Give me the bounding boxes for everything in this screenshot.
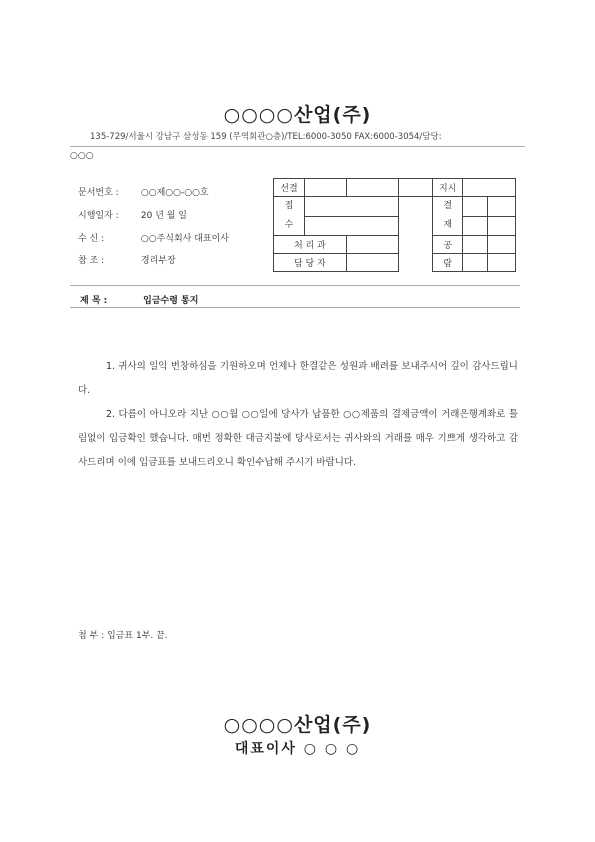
subject-value: 입금수령 통지 [143,296,199,306]
recipient-row [78,231,229,244]
review-cell: 공 [433,236,463,254]
company-title: ○○○○산업(주) [223,104,372,126]
doc-number-row [78,185,209,198]
pre-decision-cell: 선결 [274,179,305,197]
doc-number-value: ○○제○○-○○호 [140,188,209,198]
decision-blank [488,197,516,217]
attachment-row [78,628,168,641]
pre-decision-blank [346,179,399,197]
recipient-value: ○○주식회사 대표이사 [140,234,229,244]
date-row [78,208,187,221]
subject-row [80,293,198,306]
decision-label-2: 재 [443,220,453,230]
decision-cell [433,197,463,236]
body-paragraph-1: 1. 귀사의 일익 번창하심을 기원하오며 언제나 한결같은 성원과 배려를 보내주시어 깊이 감사드립니다. [78,361,518,396]
review-blank [488,236,516,254]
decision-blank [488,216,516,236]
blank-cell [399,179,433,197]
processing-dept-cell: 처 리 과 [274,236,347,254]
footer-ceo-signature: 대표이사 ○ ○ ○ [234,741,361,757]
receipt-label-2: 수 [284,220,294,230]
review-blank [463,236,488,254]
approval-table [273,178,516,272]
attachment-value: 입금표 1부. 끝. [107,631,168,641]
company-address-continued: ○○○ [70,151,94,161]
decision-label-1: 결 [443,201,453,211]
recipient-label: 수 신 : [78,234,105,244]
subject-top-divider [70,285,520,286]
receipt-blank [304,216,399,236]
footer-company-name: ○○○○산업(주) [223,714,372,736]
person-in-charge-blank [346,254,399,272]
blank-cell [399,197,433,272]
review-blank [463,254,488,272]
subject-label: 제 목 : [80,296,108,306]
instruction-blank [463,179,516,197]
receipt-cell [274,197,305,236]
subject-bottom-divider [70,307,520,308]
reference-row [78,253,176,266]
reference-label: 참 조 : [78,256,105,266]
pre-decision-blank [304,179,346,197]
attachment-label: 첨 부 : [78,631,105,641]
review-cell-2: 람 [433,254,463,272]
receipt-blank [304,197,399,217]
body-paragraph-2: 2. 다름이 아니오라 지난 ○○월 ○○일에 당사가 납품한 ○○제품의 결제금액이 거래은행계좌로 틀림없이 입금확인 했습니다. 매번 정확한 대금지불에 당사로서는 귀사와의 거래를 매우 기쁘게 생각하고 감사드리며 이에 입금표를 보내드리오니 확인수납해 주시기 바랍니다. [78,409,518,468]
decision-blank [463,216,488,236]
date-value: 20 년 월 일 [140,211,187,221]
person-in-charge-cell: 담 당 자 [274,254,347,272]
instruction-cell: 지시 [433,179,463,197]
receipt-label-1: 접 [284,201,294,211]
date-label: 시행일자 : [78,211,119,221]
processing-dept-blank [346,236,399,254]
doc-number-label: 문서번호 : [78,188,119,198]
header-divider [70,146,525,147]
reference-value: 경리부장 [140,256,176,266]
company-address: 135-729/서울시 강남구 삼성동 159 (무역회관○층)/TEL:6000-3050 FAX:6000-3054/담당: [90,132,442,142]
review-blank [488,254,516,272]
decision-blank [463,197,488,217]
